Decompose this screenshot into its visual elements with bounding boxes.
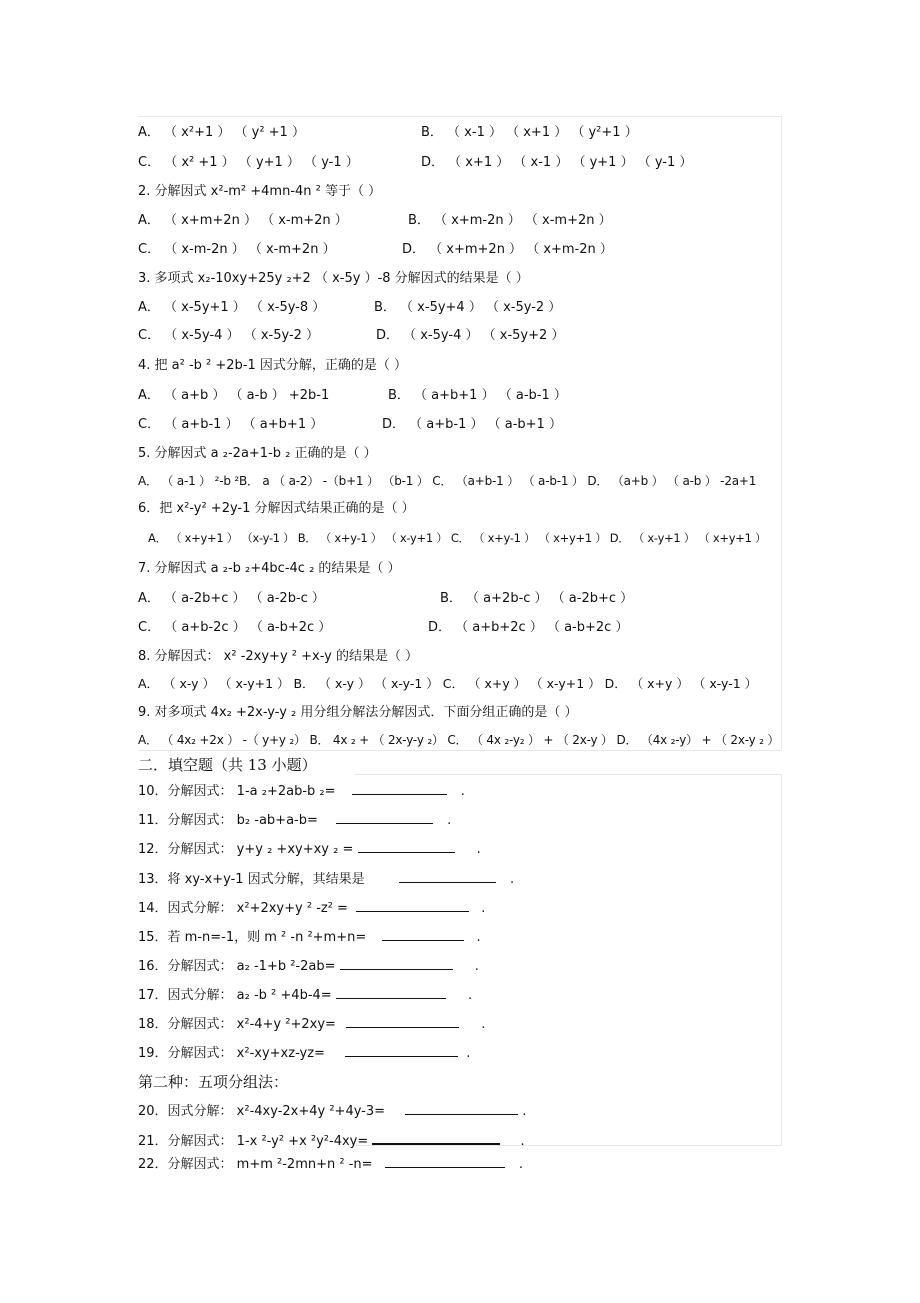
fill-q11: [138, 811, 451, 829]
fill-q12: [138, 840, 481, 858]
fill-q18-blank[interactable]: [346, 1015, 459, 1028]
q3-option-b: B． （ x-5y+4 ） （ x-5y-2 ）: [374, 300, 562, 315]
q7-option-a: A． （ a-2b+c ） （ a-2b-c ）: [138, 591, 325, 606]
fill-q22-blank[interactable]: [385, 1155, 505, 1168]
fill-q19-blank[interactable]: [345, 1044, 458, 1057]
q4-stem: 4. 把 a² -b ² +2b-1 因式分解，正确的是（ ）: [138, 358, 408, 373]
fill-q22: [138, 1155, 523, 1173]
q3-option-d: D． （ x-5y-4 ） （ x-5y+2 ）: [376, 328, 565, 343]
fill-q20: [138, 1102, 526, 1120]
q8-stem: 8. 分解因式： x² -2xy+y ² +x-y 的结果是（ ）: [138, 649, 419, 664]
q4-option-b: B． （ a+b+1 ） （ a-b-1 ）: [388, 388, 567, 403]
fill-q10-text: 10．分解因式： 1-a ₂+2ab-b ₂=: [138, 784, 336, 799]
q7-option-b: B． （ a+2b-c ） （ a-2b+c ）: [440, 591, 634, 606]
fill-q22-end: .: [518, 1157, 523, 1172]
fill-q21: [138, 1131, 525, 1150]
fill-q21-text: 21．分解因式： 1-x ²-y² +x ²y²-4xy=: [138, 1134, 369, 1149]
fill-q18-text: 18．分解因式： x²-4+y ²+2xy=: [138, 1017, 336, 1032]
q2-stem: 2. 分解因式 x²-m² +4mn-4n ² 等于（ ）: [138, 184, 382, 199]
fill-q21-end: .: [520, 1134, 525, 1149]
fill-q17: [138, 986, 472, 1004]
fill-q16-text: 16．分解因式： a₂ -1+b ²-2ab=: [138, 959, 336, 974]
section-fill-title: 二．填空题（共 13 小题）: [138, 756, 317, 774]
fill-q17-end: .: [467, 988, 473, 1003]
fill-q14-blank[interactable]: [356, 899, 469, 912]
q4-option-a: A． （ a+b ） （ a-b ） +2b-1: [138, 388, 330, 403]
q9-options: A． （ 4x₂ +2x ） -（ y+y ₂） B． 4x ₂ + （ 2x-y-y ₂） C． （ 4x ₂-y₂ ） + （ 2x-y ） D． （4x ₂-y） + （ 2x-y ₂ ）: [138, 733, 780, 747]
fill-q14-text: 14．因式分解： x²+2xy+y ² -z² =: [138, 901, 348, 916]
fill-q12-blank[interactable]: [358, 840, 455, 853]
fill-q16-blank[interactable]: [340, 957, 453, 970]
q4-option-c: C． （ a+b-1 ） （ a+b+1 ）: [138, 417, 324, 432]
fill-q20-end: .: [522, 1104, 527, 1119]
fill-q13: [138, 870, 514, 888]
q1-option-d: D． （ x+1 ） （ x-1 ） （ y+1 ） （ y-1 ）: [421, 155, 693, 170]
q3-option-c: C． （ x-5y-4 ） （ x-5y-2 ）: [138, 328, 320, 343]
q3-stem: 3. 多项式 x₂-10xy+25y ₂+2 （ x-5y ）-8 分解因式的结果是（ ）: [138, 271, 529, 286]
q6-stem: 6．把 x²-y² +2y-1 分解因式结果正确的是（ ）: [138, 501, 415, 516]
fill-q13-blank[interactable]: [399, 870, 496, 883]
fill-q13-end: .: [509, 872, 515, 887]
q5-stem: 5. 分解因式 a ₂-2a+1-b ₂ 正确的是（ ）: [138, 446, 377, 461]
q1-option-a: A． （ x²+1 ） （ y² +1 ）: [138, 125, 305, 140]
fill-q22-text: 22．分解因式： m+m ²-2mn+n ² -n=: [138, 1157, 373, 1172]
fill-q17-text: 17．因式分解： a₂ -b ² +4b-4=: [138, 988, 332, 1003]
q2-option-d: D． （ x+m+2n ） （ x+m-2n ）: [402, 242, 613, 257]
fill-q10: [138, 782, 465, 800]
fill-q14: [138, 899, 485, 917]
fill-q20-text: 20．因式分解： x²-4xy-2x+4y ²+4y-3=: [138, 1104, 386, 1119]
q2-option-b: B． （ x+m-2n ） （ x-m+2n ）: [408, 213, 612, 228]
fill-q19: [138, 1044, 470, 1062]
fill-q11-blank[interactable]: [336, 811, 433, 824]
fill-q12-text: 12．分解因式： y+y ₂ +xy+xy ₂ =: [138, 842, 354, 857]
fill-q15-end: .: [476, 930, 481, 945]
q7-option-d: D． （ a+b+2c ） （ a-b+2c ）: [428, 620, 629, 635]
fill-q15-text: 15．若 m-n=-1，则 m ² -n ²+m+n=: [138, 930, 367, 945]
q7-option-c: C． （ a+b-2c ） （ a-b+2c ）: [138, 620, 332, 635]
fill-q21-blank[interactable]: [372, 1131, 500, 1145]
q4-option-d: D． （ a+b-1 ） （ a-b+1 ）: [382, 417, 562, 432]
q7-stem: 7. 分解因式 a ₂-b ₂+4bc-4c ₂ 的结果是（ ）: [138, 561, 401, 576]
fill-q10-end: .: [460, 784, 465, 799]
fill-q16-end: .: [474, 959, 479, 974]
q3-option-a: A． （ x-5y+1 ） （ x-5y-8 ）: [138, 300, 326, 315]
fill-q14-end: .: [481, 901, 486, 916]
q1-option-b: B． （ x-1 ） （ x+1 ） （ y²+1 ）: [421, 125, 638, 140]
q8-options: A． （ x-y ） （ x-y+1 ） B． （ x-y ） （ x-y-1 ） C． （ x+y ） （ x-y+1 ） D． （ x+y ） （ x-y-1 ）: [138, 676, 758, 691]
q2-option-a: A． （ x+m+2n ） （ x-m+2n ）: [138, 213, 348, 228]
q9-stem: 9. 对多项式 4x₂ +2x-y-y ₂ 用分组分解法分解因式．下面分组正确的是（ ）: [138, 705, 578, 720]
fill-q10-blank[interactable]: [352, 782, 447, 795]
q1-option-c: C． （ x² +1 ） （ y+1 ） （ y-1 ）: [138, 155, 359, 170]
fill-q20-blank[interactable]: [405, 1102, 518, 1115]
fill-q15: [138, 928, 481, 946]
q6-options: A． （ x+y+1 ） （x-y-1 ） B． （ x+y-1 ） （ x-y+1 ） C． （ x+y-1 ） （ x+y+1 ） D． （ x-y+1 ） （ x+y+1 ）: [148, 531, 767, 545]
fill-q18-end: .: [481, 1017, 486, 1032]
q2-option-c: C． （ x-m-2n ） （ x-m+2n ）: [138, 242, 336, 257]
fill-q18: [138, 1015, 485, 1033]
section-five-term-title: 第二种：五项分组法：: [138, 1073, 289, 1091]
fill-q13-text: 13．将 xy-x+y-1 因式分解，其结果是: [138, 872, 365, 887]
fill-q19-end: .: [466, 1046, 471, 1061]
fill-q15-blank[interactable]: [382, 928, 464, 941]
fill-q19-text: 19．分解因式： x²-xy+xz-yz=: [138, 1046, 325, 1061]
fill-q16: [138, 957, 479, 975]
fill-q17-blank[interactable]: [336, 986, 446, 999]
fill-q11-text: 11．分解因式： b₂ -ab+a-b=: [138, 813, 318, 828]
fill-q11-end: .: [447, 813, 452, 828]
fill-q12-end: .: [476, 842, 481, 857]
q5-options: A． （ a-1 ） ²-b ²B． a （ a-2） -（b+1 ） （b-1 ） C． （a+b-1 ） （ a-b-1 ） D． （a+b ） （ a-b ） -2a+1: [138, 474, 757, 488]
